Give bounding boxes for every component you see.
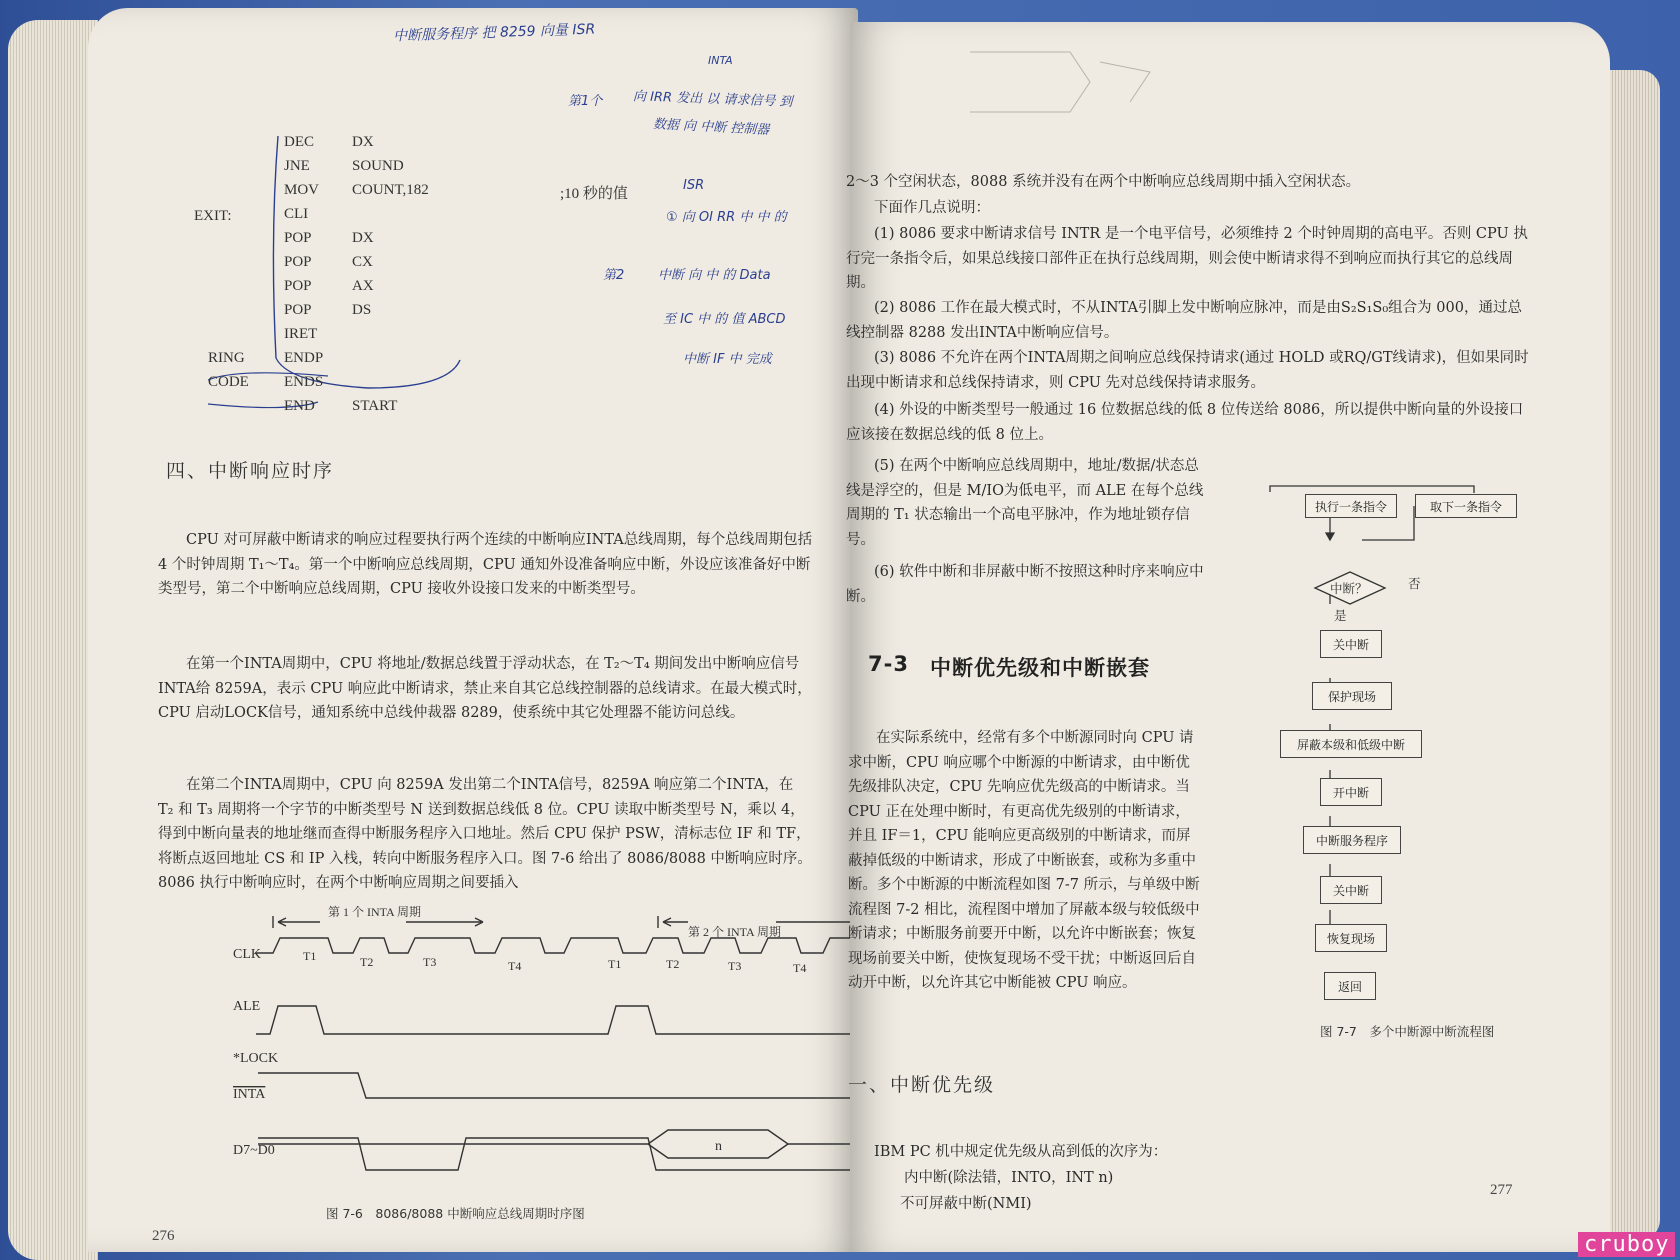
timing-diagram bbox=[88, 898, 858, 1198]
code-op: DEC bbox=[284, 134, 314, 150]
flow-decision-label: 中断？ bbox=[1330, 581, 1368, 596]
note-item: (4) 外设的中断类型号一般通过 16 位数据总线的低 8 位传送给 8086，所以提供中断向量的外设接口应该接在数据总线的低 8 位上。 bbox=[846, 402, 1524, 443]
figure-caption-7-7: 图 7-7 多个中断源中断流程图 bbox=[1320, 1024, 1495, 1039]
data-bus-value: n bbox=[715, 1139, 722, 1154]
flow-box-fetch: 取下一条指令 bbox=[1415, 494, 1517, 518]
code-label-exit: EXIT: bbox=[194, 208, 232, 224]
priority-item: 不可屏蔽中断(NMI) bbox=[900, 1196, 1032, 1212]
handwritten-note: 第1个 bbox=[568, 94, 603, 109]
handwritten-note: ISR bbox=[683, 178, 705, 193]
flow-step: 屏蔽本级和低级中断 bbox=[1280, 730, 1422, 758]
code-arg: CX bbox=[352, 254, 373, 270]
timing-t-label: T1 bbox=[303, 949, 317, 963]
flow-step: 中断服务程序 bbox=[1303, 826, 1401, 854]
flow-step: 开中断 bbox=[1320, 778, 1382, 806]
note-item: (3) 8086 不允许在两个INTA周期之间响应总线保持请求(通过 HOLD 或RQ/GT线请求)，但如果同时出现中断请求和总线保持请求，则 CPU 先对总线保持请求服务。 bbox=[846, 350, 1529, 391]
flow-yes-label: 是 bbox=[1334, 608, 1347, 623]
handwritten-note: 数据 向 中断 控制器 bbox=[652, 116, 770, 139]
handwritten-note: 中断 IF 中 完成 bbox=[683, 352, 772, 367]
code-arg: DX bbox=[352, 230, 374, 246]
flow-step: 关中断 bbox=[1320, 630, 1382, 658]
handwritten-note: 第2 bbox=[603, 268, 625, 283]
handwritten-note: ① 向 OI RR 中 中 的 bbox=[666, 210, 787, 225]
code-arg: START bbox=[352, 398, 398, 414]
flow-step: 返回 bbox=[1324, 972, 1376, 1000]
flow-no-label: 否 bbox=[1408, 576, 1421, 591]
code-op: ENDS bbox=[284, 374, 324, 390]
code-op: JNE bbox=[284, 158, 310, 174]
note-item: (6) 软件中断和非屏蔽中断不按照这种时序来响应中断。 bbox=[846, 564, 1204, 605]
paragraph: 在第一个INTA周期中，CPU 将地址/数据总线置于浮动状态，在 T₂～T₄ 期间发出中断响应信号INTA给 8259A，表示 CPU 响应此中断请求，禁止来自其它总线控制器的总线请求。在最大模式时，CPU 启动LOCK信号，通知系统中总线仲裁器 8289，使系统中其它处理器不能访问总线。 bbox=[158, 656, 812, 721]
page-number-right: 277 bbox=[1490, 1182, 1513, 1198]
flow-step: 关中断 bbox=[1320, 876, 1382, 904]
note-item: (1) 8086 要求中断请求信号 INTR 是一个电平信号，必须维持 2 个时钟周期的高电平。否则 CPU 执行完一条指令后，如果总线接口部件正在执行总线周期，则会使中断请求得不到响应而执行其它的总线周期。 bbox=[846, 226, 1528, 291]
handwritten-top-note: 中断服务程序 把 8259 向量 ISR bbox=[392, 21, 596, 45]
code-arg: COUNT,182 bbox=[352, 182, 429, 198]
section-title: 中断优先级和中断嵌套 bbox=[930, 656, 1150, 680]
continuation-text: 2～3 个空闲状态，8088 系统并没有在两个中断响应总线周期中插入空闲状态。 bbox=[846, 174, 1361, 190]
timing-t-label: T2 bbox=[666, 957, 680, 971]
subheading-priority: 一、中断优先级 bbox=[848, 1074, 996, 1096]
notes-lead: 下面作几点说明： bbox=[874, 200, 990, 216]
code-op: CLI bbox=[284, 206, 309, 222]
code-arg: AX bbox=[352, 278, 374, 294]
priority-lead: IBM PC 机中规定优先级从高到低的次序为： bbox=[874, 1144, 1168, 1160]
code-arg: DX bbox=[352, 134, 374, 150]
paragraph: 在第二个INTA周期中，CPU 向 8259A 发出第二个INTA信号，8259A 响应第二个INTA，在 T₂ 和 T₃ 周期将一个字节的中断类型号 N 送到数据总线低 8 位。CPU 读取中断类型号 N，乘以 4，得到中断向量表的地址继而查得中断服务程序入口地址。然后 CPU 保护 PSW，清标志位 IF 和 TF，将断点返回地址 CS 和 IP 入栈，转向中断服务程序入口。图 7-6 给出了 8086/8088 中断响应时序。8086 执行中断响应时，在两个中断响应周期之间要插入 bbox=[158, 777, 812, 891]
signal-label-inta: INTA bbox=[233, 1087, 266, 1102]
code-op: POP bbox=[284, 230, 312, 246]
note-item: (5) 在两个中断响应总线周期中，地址/数据/状态总线是浮空的，但是 M/IO为低电平，而 ALE 在每个总线周期的 T₁ 状态输出一个高电平脉冲，作为地址锁存信号。 bbox=[846, 458, 1204, 548]
code-op: END bbox=[284, 398, 315, 414]
watermark-badge: cruboy bbox=[1578, 1232, 1675, 1257]
signal-label-ale: ALE bbox=[233, 999, 261, 1014]
section-heading-interrupt-timing: 四、中断响应时序 bbox=[166, 460, 335, 482]
code-arg: DS bbox=[352, 302, 372, 318]
section-number: 7-3 bbox=[868, 652, 909, 676]
timing-t-label: T3 bbox=[728, 959, 742, 973]
priority-item: 内中断(除法错，INTO，INT n) bbox=[904, 1170, 1114, 1186]
signal-label-lock: *LOCK bbox=[233, 1051, 279, 1066]
handwritten-note: INTA bbox=[708, 54, 733, 67]
timing-t-label: T3 bbox=[423, 955, 437, 969]
timing-label-second: 第 2 个 INTA 周期 bbox=[688, 925, 782, 939]
signal-label-data: D7~D0 bbox=[233, 1143, 275, 1158]
section-paragraph: 在实际系统中，经常有多个中断源同时向 CPU 请求中断，CPU 响应哪个中断源的中断请求，由中断优先级排队决定，CPU 先响应优先级高的中断请求。当 CPU 正在处理中断时，有更高优先级别的中断请求，并且 IF＝1，CPU 能响应更高级别的中断请求，而屏蔽掉低级的中断请求，形成了中断嵌套，或称为多重中断。多个中断源的中断流程如图 7-7 所示，与单级中断流程图 7-2 相比，流程图中增加了屏蔽本级与较低级中断请求；中断服务前要开中断，以允许中断嵌套；恢复现场前要关中断，使恢复现场不受干扰；中断返回后自动开中断，以允许其它中断能被 CPU 响应。 bbox=[848, 730, 1200, 991]
code-op: POP bbox=[284, 254, 312, 270]
code-op: MOV bbox=[284, 182, 320, 198]
timing-t-label: T4 bbox=[508, 959, 522, 973]
book-edge-left bbox=[8, 20, 98, 1260]
handwritten-note: 至 IC 中 的 值 ABCD bbox=[663, 312, 786, 327]
code-label-ring: RING bbox=[208, 350, 245, 366]
flow-box-execute: 执行一条指令 bbox=[1305, 494, 1397, 518]
figure-caption-7-6: 图 7-6 8086/8088 中断响应总线周期时序图 bbox=[326, 1206, 585, 1221]
paragraph: CPU 对可屏蔽中断请求的响应过程要执行两个连续的中断响应INTA总线周期，每个总线周期包括 4 个时钟周期 T₁～T₄。第一个中断响应总线周期，CPU 通知外设准备响应中断，外设应该准备好中断类型号，第二个中断响应总线周期，CPU 接收外设接口发来的中断类型号。 bbox=[158, 532, 813, 597]
code-op: ENDP bbox=[284, 350, 324, 366]
timing-t-label: T1 bbox=[608, 957, 622, 971]
handwritten-note: 中断 向 中 的 Data bbox=[658, 268, 771, 283]
code-label-code: CODE bbox=[208, 374, 249, 390]
handwritten-note: 向 IRR 发出 以 请求信号 到 bbox=[632, 89, 793, 110]
page-number-left: 276 bbox=[152, 1228, 175, 1244]
code-arg: SOUND bbox=[352, 158, 404, 174]
bleed-through-sketch bbox=[950, 42, 1170, 142]
code-op: IRET bbox=[284, 326, 318, 342]
code-op: POP bbox=[284, 302, 312, 318]
timing-t-label: T2 bbox=[360, 955, 374, 969]
left-page bbox=[88, 8, 858, 1252]
signal-label-clk: CLK bbox=[233, 947, 261, 962]
code-comment: ;10 秒的值 bbox=[560, 186, 628, 202]
timing-label-first: 第 1 个 INTA 周期 bbox=[328, 905, 422, 919]
right-page bbox=[846, 22, 1610, 1252]
flow-step: 保护现场 bbox=[1312, 682, 1392, 710]
flow-step: 恢复现场 bbox=[1315, 924, 1387, 952]
note-item: (2) 8086 工作在最大模式时，不从INTA引脚上发中断响应脉冲，而是由S₂S₁S₀组合为 000，通过总线控制器 8288 发出INTA中断响应信号。 bbox=[846, 300, 1522, 341]
timing-t-label: T4 bbox=[793, 961, 807, 975]
code-op: POP bbox=[284, 278, 312, 294]
